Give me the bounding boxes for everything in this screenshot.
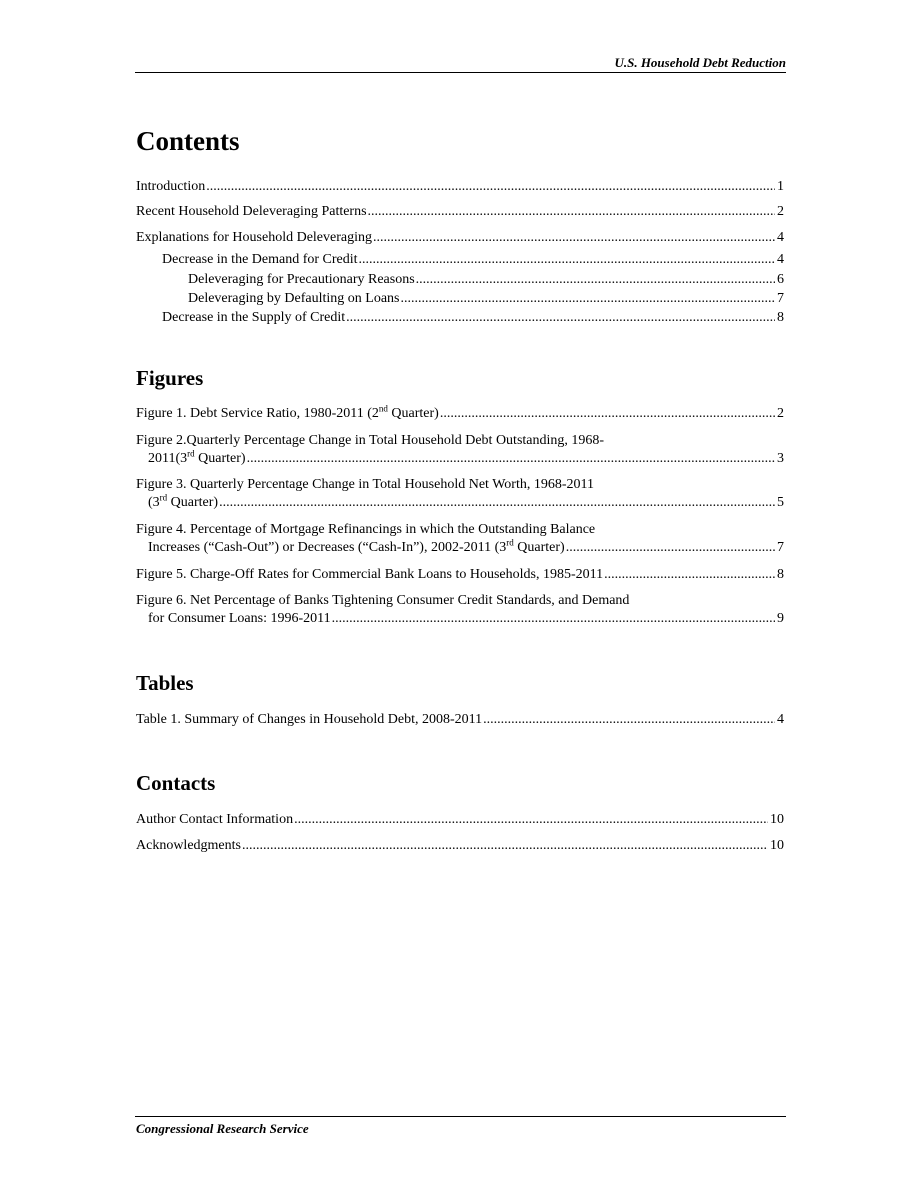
toc-page-number: 10 [770,838,784,853]
toc-entry-text-line2: (3rd Quarter) [148,492,219,510]
toc-page-number: 8 [777,567,784,582]
toc-entry-text-line2: Increases (“Cash-Out”) or Decreases (“Cash-In”), 2002-2011 (3rd Quarter) [148,537,565,555]
toc-entry-text: Deleveraging for Precautionary Reasons [188,272,415,287]
toc-entry-text-line1: Figure 4. Percentage of Mortgage Refinancings in which the Outstanding Balance [136,522,596,537]
toc-entry-text-line2: 2011(3rd Quarter) [148,448,246,466]
toc-page-number: 9 [777,611,784,626]
header-title: U.S. Household Debt Reduction [614,55,786,70]
dot-leader [373,229,775,246]
toc-entry-explanations[interactable] [136,229,784,246]
toc-entry-figure-2[interactable] [136,432,784,467]
dot-leader [440,405,775,422]
dot-leader [294,811,768,828]
toc-entry-figure-5[interactable] [136,566,784,583]
toc-entry-text: Explanations for Household Deleveraging [136,230,372,245]
toc-page-number: 2 [777,204,784,219]
dot-leader [206,178,775,195]
footer-text: Congressional Research Service [136,1121,309,1136]
toc-entry-text-line1: Figure 3. Quarterly Percentage Change in Total Household Net Worth, 1968-2011 [136,477,594,492]
tables-heading: Tables [136,671,194,695]
toc-page-number: 7 [777,291,784,306]
dot-leader [242,837,768,854]
toc-entry-figure-4[interactable] [136,521,784,556]
dot-leader [368,203,775,220]
contents-heading: Contents [136,126,240,156]
toc-entry-text-line2: for Consumer Loans: 1996-2011 [148,611,331,626]
dot-leader [219,494,775,511]
toc-entry-text: Acknowledgments [136,838,241,853]
toc-entry-figure-1[interactable] [136,405,784,422]
dot-leader [359,251,775,268]
toc-entry-text: Author Contact Information [136,812,294,827]
toc-page-number: 5 [777,495,784,510]
toc-entry-table-1[interactable] [136,711,784,728]
toc-entry-text-line1: Figure 2.Quarterly Percentage Change in Total Household Debt Outstanding, 1968- [136,433,605,448]
toc-entry-text: Deleveraging by Defaulting on Loans [188,291,400,306]
dot-leader [566,539,775,556]
dot-leader [332,610,775,627]
dot-leader [346,309,775,326]
toc-entry-text-line1: Figure 6. Net Percentage of Banks Tightening Consumer Credit Standards, and Demand [136,593,630,608]
toc-page-number: 4 [777,712,784,727]
toc-entry-figure-3[interactable] [136,476,784,511]
dot-leader [483,711,775,728]
toc-entry-figure-6[interactable] [136,592,784,627]
toc-entry-text: Recent Household Deleveraging Patterns [136,204,367,219]
toc-page-number: 10 [770,812,784,827]
toc-page-number: 1 [777,179,784,194]
toc-entry-acknowledgments[interactable] [136,837,784,854]
contacts-heading: Contacts [136,771,216,795]
toc-entry-demand-decrease[interactable] [136,251,784,268]
toc-entry-defaulting[interactable] [136,290,784,307]
toc-entry-text: Introduction [136,179,206,194]
running-header [135,55,786,73]
toc-entry-supply-decrease[interactable] [136,309,784,326]
dot-leader [247,450,775,467]
toc-page-number: 8 [777,310,784,325]
figures-heading: Figures [136,366,204,390]
toc-entry-recent-patterns[interactable] [136,203,784,220]
toc-entry-text: Decrease in the Supply of Credit [162,310,346,325]
dot-leader [416,271,775,288]
toc-entry-introduction[interactable] [136,178,784,195]
toc-entry-text: Table 1. Summary of Changes in Household Debt, 2008-2011 [136,712,483,727]
toc-entry-text: Decrease in the Demand for Credit [162,252,358,267]
running-footer [135,1116,786,1136]
toc-page-number: 2 [777,406,784,421]
dot-leader [401,290,776,307]
toc-page-number: 6 [777,272,784,287]
dot-leader [604,566,775,583]
toc-entry-text: Figure 5. Charge-Off Rates for Commercial Bank Loans to Households, 1985-2011 [136,567,604,582]
toc-page-number: 3 [777,451,784,466]
toc-page-number: 7 [777,540,784,555]
toc-page-number: 4 [777,230,784,245]
toc-entry-author-contact[interactable] [136,811,784,828]
toc-entry-precautionary[interactable] [136,271,784,288]
toc-page-number: 4 [777,252,784,267]
toc-entry-text: Figure 1. Debt Service Ratio, 1980-2011 (2nd Quarter) [136,403,439,421]
